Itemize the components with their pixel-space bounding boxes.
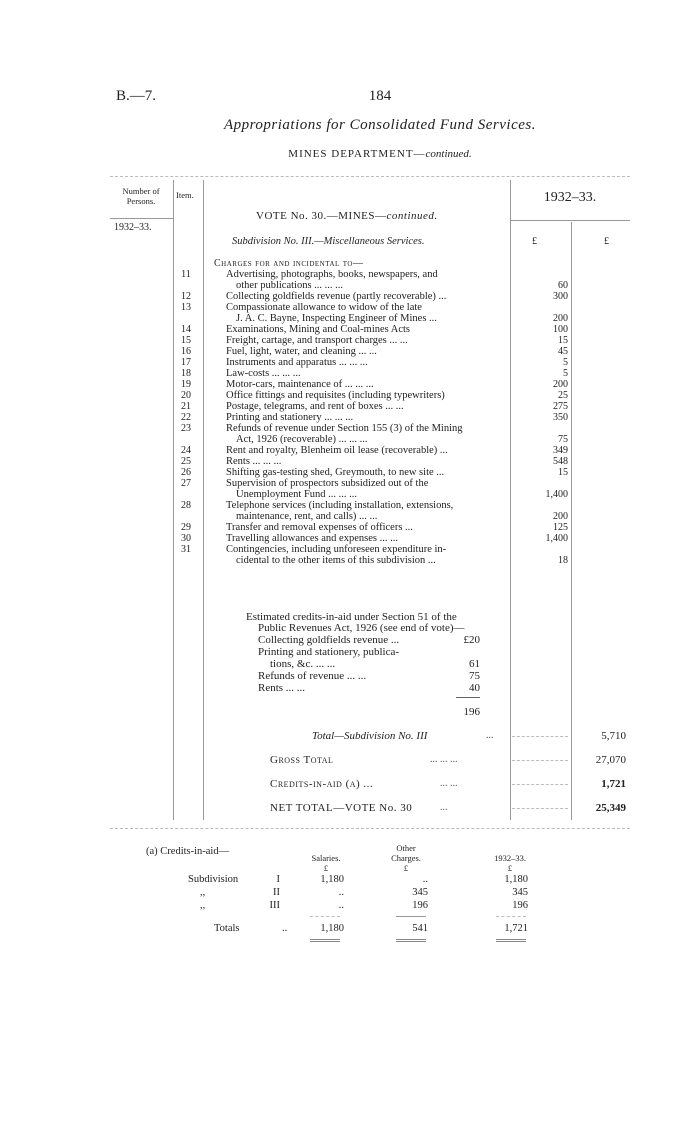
vote-title-text: VOTE No. 30.—MINES— <box>256 210 387 222</box>
footnote-total-salaries: 1,180 <box>320 923 344 934</box>
column-header-persons: Number of Persons. <box>122 186 160 206</box>
footnote-row-sub: II <box>273 887 280 898</box>
column-header-year: 1932–33. <box>543 190 597 205</box>
item-value: 200 <box>553 313 568 324</box>
item-description-line: Law-costs ... ... ... <box>226 368 301 379</box>
footnote-totals-label: Totals <box>214 923 240 934</box>
total-label: NET TOTAL—VOTE No. 30 <box>270 802 413 814</box>
item-description-line: Advertising, photographs, books, newspapers, and <box>226 269 438 280</box>
footnote-pound-salaries: £ <box>323 863 329 873</box>
sheet-reference: B.—7. <box>116 88 157 104</box>
item-description <box>226 412 504 423</box>
item-description-line: Examinations, Mining and Coal-mines Acts <box>226 324 411 335</box>
credits-total-rule <box>456 697 480 698</box>
department-suffix: continued. <box>425 148 472 160</box>
footnote-total-other: 541 <box>412 923 428 934</box>
item-description-line: Fuel, light, water, and cleaning ... ... <box>226 346 377 357</box>
footnote-row-other: 345 <box>412 887 428 898</box>
item-number: 13 <box>181 302 191 313</box>
vote-title-suffix: continued. <box>386 210 438 222</box>
item-value: 18 <box>558 555 568 566</box>
total-label: Gross Total <box>270 754 334 766</box>
footnote-row-year: 1,180 <box>504 874 528 885</box>
item-description <box>226 357 504 368</box>
item-description-line: other publications ... ... ... <box>236 280 344 291</box>
item-description-line: Motor-cars, maintenance of ... ... ... <box>226 379 374 390</box>
item-number: 12 <box>181 291 191 302</box>
item-description-line: Freight, cartage, and transport charges ... ... <box>226 335 408 346</box>
item-description <box>226 456 504 467</box>
footnote-row-label: Subdivision <box>188 874 239 885</box>
item-number: 20 <box>181 390 191 401</box>
item-number: 29 <box>181 522 191 533</box>
item-description-line: Rents ... ... ... <box>226 456 282 467</box>
footnote-rule-year <box>496 916 526 917</box>
item-value: 275 <box>553 401 568 412</box>
item-description-line: Supervision of prospectors subsidized out of the <box>226 478 429 489</box>
item-description <box>226 390 504 401</box>
item-description-line: maintenance, rent, and calls) ... ... <box>236 511 378 522</box>
footnote-row-year: 345 <box>512 887 528 898</box>
item-value: 60 <box>558 280 568 291</box>
total-value: 27,070 <box>595 754 626 766</box>
vote-title <box>256 210 438 222</box>
total-dots: ... <box>440 802 448 813</box>
year-header-rule <box>510 220 630 221</box>
department-name: MINES DEPARTMENT <box>288 148 414 160</box>
item-description-line: Collecting goldfields revenue (partly recoverable) ... <box>226 291 447 302</box>
footnote-row-salaries: .. <box>338 887 344 898</box>
item-number: 31 <box>181 544 191 555</box>
item-description <box>226 291 504 302</box>
table-top-rule <box>110 176 630 177</box>
item-description-line: Office fittings and requisites (including typewriters) <box>226 390 445 401</box>
item-number: 15 <box>181 335 191 346</box>
item-number: 22 <box>181 412 191 423</box>
total-dots: ... <box>486 730 494 741</box>
item-description-line: Rent and royalty, Blenheim oil lease (recoverable) ... <box>226 445 448 456</box>
item-number: 27 <box>181 478 191 489</box>
footnote-row-year: 196 <box>512 900 528 911</box>
footnote-totals-dots: .. <box>282 923 288 934</box>
total-value: 25,349 <box>595 802 626 814</box>
footnote-title: (a) Credits-in-aid— <box>146 846 230 857</box>
item-description-line: J. A. C. Bayne, Inspecting Engineer of Mines ... <box>236 313 437 324</box>
item-description <box>226 544 504 566</box>
total-dots: ... ... ... <box>430 754 458 765</box>
item-description <box>226 379 504 390</box>
credit-value: £20 <box>463 634 480 646</box>
total-label: Credits-in-aid (a) ... <box>270 778 374 790</box>
item-number: 28 <box>181 500 191 511</box>
column-rule-desc <box>510 180 511 820</box>
page-number: 184 <box>368 88 392 104</box>
item-description-line: Unemployment Fund ... ... ... <box>236 489 358 500</box>
total-value: 1,721 <box>601 778 626 790</box>
item-description-line: Instruments and apparatus ... ... ... <box>226 357 368 368</box>
item-value: 125 <box>553 522 568 533</box>
item-description <box>226 500 504 522</box>
persons-year: 1932–33. <box>114 222 152 233</box>
item-value: 100 <box>553 324 568 335</box>
item-value: 5 <box>563 368 568 379</box>
total-leader-rule <box>512 784 568 785</box>
item-description <box>226 335 504 346</box>
item-description-line: Shifting gas-testing shed, Greymouth, to new site ... <box>226 467 445 478</box>
item-description <box>226 346 504 357</box>
item-description-line: Compassionate allowance to widow of the late <box>226 302 422 313</box>
item-value: 350 <box>553 412 568 423</box>
column-rule-persons <box>173 180 174 820</box>
item-value: 45 <box>558 346 568 357</box>
footnote-total-year: 1,721 <box>504 923 528 934</box>
item-value: 200 <box>553 511 568 522</box>
item-value: 349 <box>553 445 568 456</box>
item-value: 1,400 <box>545 489 568 500</box>
item-value: 548 <box>553 456 568 467</box>
item-value: 25 <box>558 390 568 401</box>
footnote-col-other-2: Charges. <box>391 853 421 863</box>
item-number: 19 <box>181 379 191 390</box>
pound-symbol-1: £ <box>532 236 537 247</box>
item-description <box>226 324 504 335</box>
pound-symbol-2: £ <box>604 236 609 247</box>
credits-heading-2: Public Revenues Act, 1926 (see end of vote)— <box>258 622 465 634</box>
item-description-line: Telephone services (including installation, extensions, <box>226 500 454 511</box>
footnote-row-other: .. <box>422 874 428 885</box>
total-label: Total—Subdivision No. III <box>312 730 428 742</box>
item-number: 24 <box>181 445 191 456</box>
credits-heading-1: Estimated credits-in-aid under Section 51 of the <box>246 611 457 623</box>
item-number: 26 <box>181 467 191 478</box>
item-description <box>226 269 504 291</box>
footnote-col-year: 1932–33. <box>494 853 526 863</box>
item-number: 21 <box>181 401 191 412</box>
total-value: 5,710 <box>601 730 626 742</box>
item-value: 300 <box>553 291 568 302</box>
footnote-row-other: 196 <box>412 900 428 911</box>
item-description <box>226 401 504 412</box>
item-value: 5 <box>563 357 568 368</box>
column-rule-item <box>203 180 204 820</box>
total-leader-rule <box>512 736 568 737</box>
item-description <box>226 533 504 544</box>
item-value: 200 <box>553 379 568 390</box>
credit-label: Collecting goldfields revenue ... <box>258 634 400 646</box>
department-heading: MINES DEPARTMENT—continued. <box>288 148 472 160</box>
item-number: 18 <box>181 368 191 379</box>
footnote-row-salaries: 1,180 <box>320 874 344 885</box>
item-description <box>226 368 504 379</box>
item-value: 75 <box>558 434 568 445</box>
footnote-rule-salaries <box>310 916 340 917</box>
item-description-line: Act, 1926 (recoverable) ... ... ... <box>236 434 368 445</box>
total-leader-rule <box>512 808 568 809</box>
page-subtitle: Appropriations for Consolidated Fund Services. <box>223 117 536 133</box>
section-heading: Charges for and incidental to— <box>214 258 364 269</box>
table-bottom-rule <box>110 828 630 829</box>
footnote-row-label: ,, <box>200 900 206 911</box>
item-description-line: Printing and stationery ... ... ... <box>226 412 354 423</box>
footnote-pound-year: £ <box>507 863 513 873</box>
total-leader-rule <box>512 760 568 761</box>
footnote-row-sub: I <box>276 874 280 885</box>
footnote-double-rule-year <box>496 939 526 942</box>
item-value: 1,400 <box>545 533 568 544</box>
item-number: 14 <box>181 324 191 335</box>
column-header-item: Item. <box>176 190 194 200</box>
item-description-line: Travelling allowances and expenses ... ... <box>226 533 398 544</box>
credit-value: 40 <box>469 682 480 694</box>
footnote-double-rule-salaries <box>310 939 340 942</box>
footnote-row-label: ,, <box>200 887 206 898</box>
item-description-line: cidental to the other items of this subdivision ... <box>236 555 436 566</box>
item-description <box>226 467 504 478</box>
item-value: 15 <box>558 467 568 478</box>
item-description-line: Transfer and removal expenses of officers ... <box>226 522 413 533</box>
credit-label: tions, &c. ... ... <box>270 658 336 670</box>
item-number: 11 <box>181 269 191 280</box>
footnote-row-sub: III <box>269 900 280 911</box>
total-dots: ... ... <box>440 778 458 789</box>
item-description-line: Postage, telegrams, and rent of boxes ... ... <box>226 401 404 412</box>
item-description <box>226 302 504 324</box>
credit-value: 61 <box>469 658 480 670</box>
credits-total: 196 <box>463 706 480 718</box>
item-number: 17 <box>181 357 191 368</box>
item-description <box>226 445 504 456</box>
item-description-line: Refunds of revenue under Section 155 (3) of the Mining <box>226 423 463 434</box>
item-number: 23 <box>181 423 191 434</box>
item-number: 16 <box>181 346 191 357</box>
item-description <box>226 478 504 500</box>
footnote-rule-other <box>396 916 426 917</box>
credit-label: Rents ... ... <box>258 682 306 694</box>
footnote-col-other-1: Other <box>396 843 416 853</box>
credit-label: Refunds of revenue ... ... <box>258 670 367 682</box>
footnote-row-salaries: .. <box>338 900 344 911</box>
credit-value: 75 <box>469 670 480 682</box>
item-description <box>226 522 504 533</box>
item-description-line: Contingencies, including unforeseen expenditure in- <box>226 544 447 555</box>
item-description <box>226 423 504 445</box>
item-number: 30 <box>181 533 191 544</box>
credit-label: Printing and stationery, publica- <box>258 646 400 658</box>
item-value: 15 <box>558 335 568 346</box>
footnote-col-salaries: Salaries. <box>311 853 341 863</box>
persons-header-rule <box>110 218 174 219</box>
item-number: 25 <box>181 456 191 467</box>
footnote-double-rule-other <box>396 939 426 942</box>
subdivision-title: Subdivision No. III.—Miscellaneous Services. <box>232 236 425 247</box>
footnote-pound-other: £ <box>403 863 409 873</box>
